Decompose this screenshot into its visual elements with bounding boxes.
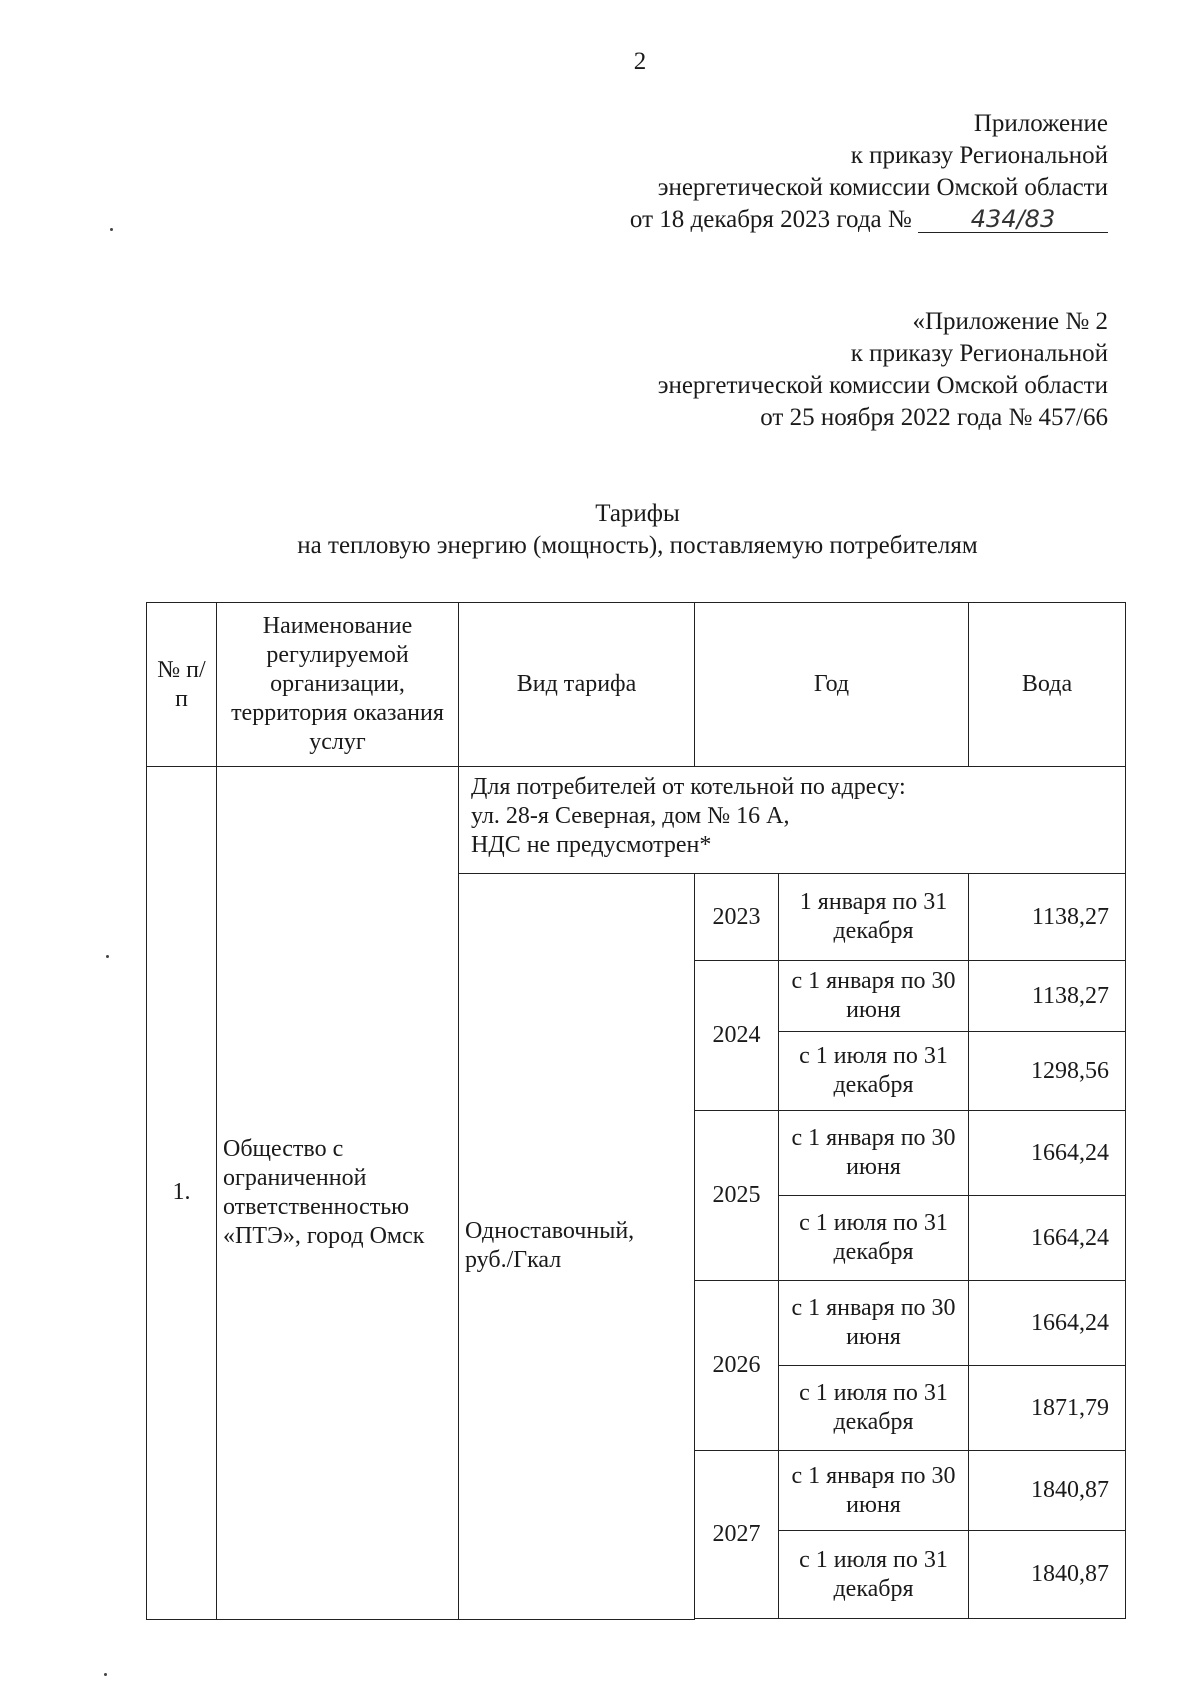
appendix-header-current	[630, 108, 1108, 236]
period-cell: с 1 июля по 31 декабря	[779, 1531, 969, 1619]
year-cell: 2024	[695, 961, 779, 1111]
water-tariff: 1664,24	[969, 1111, 1126, 1196]
title-heading: Тарифы	[595, 500, 680, 527]
appendix-commission: энергетической комиссии Омской области	[657, 174, 1108, 201]
tariff-type: Одноставочный, руб./Гкал	[459, 874, 695, 1620]
year-cell: 2026	[695, 1281, 779, 1451]
water-tariff: 1664,24	[969, 1196, 1126, 1281]
amended-order-ref: к приказу Региональной	[850, 340, 1108, 367]
handwritten-order-number: 434/83	[918, 206, 1108, 233]
header-year: Год	[695, 603, 969, 767]
year-cell: 2025	[695, 1111, 779, 1281]
page-number: 2	[633, 48, 647, 75]
water-tariff: 1298,56	[969, 1032, 1126, 1111]
period-cell: с 1 января по 30 июня	[779, 961, 969, 1032]
address-note	[459, 767, 1126, 874]
amended-date-line: от 25 ноября 2022 года № 457/66	[760, 404, 1108, 431]
table-row	[147, 767, 1126, 874]
appendix-header-amended	[658, 306, 1108, 434]
row-number: 1.	[147, 767, 217, 1620]
period-cell: с 1 июля по 31 декабря	[779, 1366, 969, 1451]
water-tariff: 1138,27	[969, 961, 1126, 1032]
water-tariff: 1138,27	[969, 874, 1126, 961]
title-subheading: на тепловую энергию (мощность), поставляемую потребителям	[297, 532, 978, 559]
table-header-row	[147, 603, 1126, 767]
year-cell: 2027	[695, 1451, 779, 1619]
year-cell: 2023	[695, 874, 779, 961]
period-cell: с 1 января по 30 июня	[779, 1451, 969, 1531]
amended-commission: энергетической комиссии Омской области	[657, 372, 1108, 399]
address-line: НДС не предусмотрен*	[471, 832, 712, 858]
scan-speck	[106, 955, 109, 958]
appendix-order-ref: к приказу Региональной	[850, 142, 1108, 169]
header-tariff-type: Вид тарифа	[459, 603, 695, 767]
amended-appendix-title: «Приложение № 2	[912, 308, 1108, 335]
address-line: ул. 28-я Северная, дом № 16 А,	[471, 803, 790, 829]
appendix-date-line	[630, 204, 1108, 236]
document-title	[145, 498, 1130, 562]
water-tariff: 1664,24	[969, 1281, 1126, 1366]
tariff-table	[146, 602, 1126, 1620]
header-water: Вода	[969, 603, 1126, 767]
water-tariff: 1840,87	[969, 1451, 1126, 1531]
period-cell: с 1 июля по 31 декабря	[779, 1032, 969, 1111]
header-num: № п/п	[147, 603, 217, 767]
scan-speck	[104, 1673, 107, 1676]
appendix-title: Приложение	[973, 110, 1108, 137]
water-tariff: 1840,87	[969, 1531, 1126, 1619]
appendix-date: от 18 декабря 2023 года №	[629, 206, 912, 233]
water-tariff: 1871,79	[969, 1366, 1126, 1451]
header-organization: Наименование регулируемой организации, территория оказания услуг	[217, 603, 459, 767]
period-cell: с 1 июля по 31 декабря	[779, 1196, 969, 1281]
spacer-cell	[695, 1619, 1126, 1620]
scan-speck	[110, 228, 113, 231]
organization-name: Общество с ограниченной ответственностью «ПТЭ», город Омск	[217, 767, 459, 1620]
period-cell: с 1 января по 30 июня	[779, 1281, 969, 1366]
address-line: Для потребителей от котельной по адресу:	[471, 774, 906, 800]
period-cell: 1 января по 31 декабря	[779, 874, 969, 961]
period-cell: с 1 января по 30 июня	[779, 1111, 969, 1196]
